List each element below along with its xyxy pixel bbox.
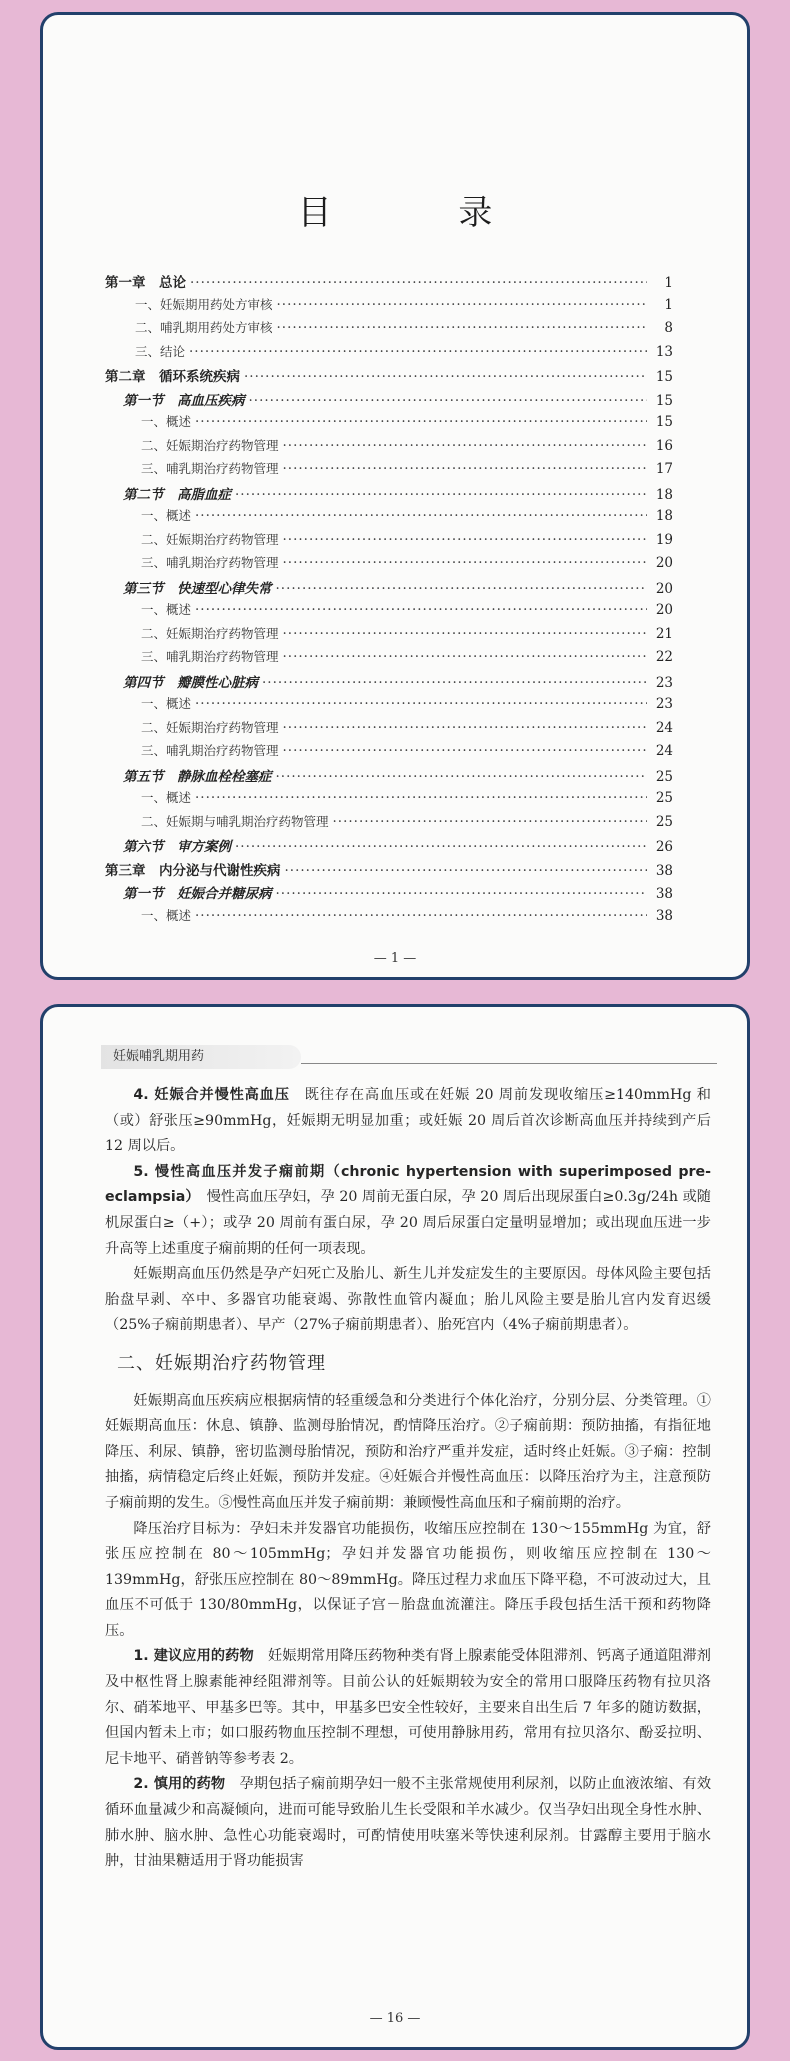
toc-leader-dots xyxy=(277,297,647,313)
toc-entry xyxy=(105,718,673,742)
toc-leader-dots xyxy=(195,696,647,712)
toc-entry xyxy=(105,459,673,483)
toc-entry-label: 第一节 高血压疾病 xyxy=(123,392,245,409)
toc-leader-dots xyxy=(283,626,647,642)
toc-entry xyxy=(105,577,673,601)
toc-leader-dots xyxy=(276,581,648,597)
toc-leader-dots xyxy=(262,675,647,691)
content-page xyxy=(40,1004,750,2050)
paragraph-text: 慢性高血压孕妇，孕 20 周前无蛋白尿，孕 20 周后出现尿蛋白≥0.3g/24h 或随机尿蛋白≥（+）；或孕 20 周前有蛋白尿，孕 20 周后尿蛋白定量明显增加；或出现血压进一步升高等上述重度子痫前期的任何一项表现。 xyxy=(105,1189,711,1257)
toc-leader-dots xyxy=(195,602,647,618)
toc-entry xyxy=(105,389,673,413)
toc-entry-page: 15 xyxy=(655,414,673,430)
toc-leader-dots xyxy=(244,369,647,385)
running-header: 妊娠哺乳期用药 xyxy=(101,1045,301,1069)
toc-entry-label: 二、妊娠期治疗药物管理 xyxy=(141,437,279,453)
toc-leader-dots xyxy=(333,814,647,830)
toc-entry-page: 24 xyxy=(655,719,673,736)
toc-entry xyxy=(105,530,673,554)
toc-entry-page: 18 xyxy=(655,508,673,524)
paragraph-title: 1. 建议应用的药物 xyxy=(133,1648,254,1665)
paragraph-title: 5. 慢性高血压并发子痫前期（chronic hypertension with superimposed pre-eclampsia） xyxy=(105,1163,711,1206)
toc-entry xyxy=(105,812,673,836)
toc-leader-dots xyxy=(189,344,647,360)
toc-page xyxy=(40,12,750,980)
toc-entry xyxy=(105,694,673,718)
paragraph xyxy=(105,1160,711,1262)
paragraph-title: 2. 慎用的药物 xyxy=(133,1776,226,1793)
toc-leader-dots xyxy=(283,461,647,477)
toc-entry-label: 二、妊娠期与哺乳期治疗药物管理 xyxy=(141,813,329,829)
toc-leader-dots xyxy=(276,769,648,785)
toc-entry-label: 三、哺乳期治疗药物管理 xyxy=(141,461,279,476)
toc-entry xyxy=(105,741,673,765)
toc-entry xyxy=(105,906,673,930)
paragraph: 妊娠期高血压仍然是孕产妇死亡及胎儿、新生儿并发症发生的主要原因。母体风险主要包括胎盘早剥、卒中、多器官功能衰竭、弥散性血管内凝血；胎儿风险主要是胎儿宫内发育迟缓（25%子痫前期患者）、早产（27%子痫前期患者）、胎死宫内（4%子痫前期患者）。 xyxy=(105,1266,711,1334)
toc-entry-label: 第三章 内分泌与代谢性疾病 xyxy=(105,862,281,879)
toc-entry xyxy=(105,882,673,906)
toc-entry-label: 二、妊娠期治疗药物管理 xyxy=(141,719,279,735)
toc-entry xyxy=(105,835,673,859)
toc-entry-label: 三、哺乳期治疗药物管理 xyxy=(141,743,279,758)
header-rule xyxy=(301,1063,717,1064)
toc-leader-dots xyxy=(190,275,647,291)
toc-leader-dots xyxy=(283,555,647,571)
toc-entry-page: 25 xyxy=(655,790,673,806)
toc-leader-dots xyxy=(283,720,647,736)
toc-entry-label: 第一节 妊娠合并糖尿病 xyxy=(123,886,272,902)
body-text xyxy=(105,1083,711,1875)
toc-entry-label: 第四节 瓣膜性心脏病 xyxy=(123,674,258,691)
toc-leader-dots xyxy=(283,743,647,759)
toc-entry-page: 38 xyxy=(655,862,673,879)
paragraph-text: 孕期包括子痫前期孕妇一般不主张常规使用利尿剂，以防止血液浓缩、有效循环血量减少和高凝倾向，进而可能导致胎儿生长受限和羊水减少。仅当孕妇出现全身性水肿、肺水肿、脑水肿、急性心功能衰竭时，可酌情使用呋塞米等快速利尿剂。甘露醇主要用于脑水肿，甘油果糖适用于肾功能损害 xyxy=(105,1776,712,1870)
toc-entry xyxy=(105,788,673,812)
toc-entry-page: 23 xyxy=(655,696,673,712)
section-heading: 二、妊娠期治疗药物管理 xyxy=(117,1352,326,1374)
toc-entry-page: 25 xyxy=(655,813,673,830)
toc-leader-dots xyxy=(249,393,648,409)
toc-entry-page: 13 xyxy=(655,343,673,360)
toc-entry-label: 第一章 总论 xyxy=(105,275,186,291)
toc-entry-page: 1 xyxy=(664,296,673,313)
toc-entry-page: 15 xyxy=(655,392,673,409)
paragraph xyxy=(105,1644,711,1772)
toc-entry xyxy=(105,506,673,530)
toc-entry xyxy=(105,765,673,789)
toc-entry xyxy=(105,412,673,436)
paragraph: 降压治疗目标为：孕妇未并发器官功能损伤，收缩压应控制在 130～155mmHg 为宜，舒张压应控制在 80～105mmHg；孕妇并发器官功能损伤，则收缩压应控制在 130～139mmHg，舒张压应控制在 80～89mmHg。降压过程力求血压下降平稳，不可波动过大，且血压不可低于 130/80mmHg，以保证子宫－胎盘血流灌注。降压手段包括生活干预和药物降压。 xyxy=(105,1520,711,1639)
toc-entry-page: 25 xyxy=(655,768,673,785)
toc-entry-label: 三、哺乳期治疗药物管理 xyxy=(141,649,279,664)
toc-entry-label: 一、妊娠期用药处方审核 xyxy=(135,296,273,312)
toc-entry-label: 二、哺乳期用药处方审核 xyxy=(135,320,273,335)
toc-entry xyxy=(105,271,673,295)
toc-entry-label: 一、概述 xyxy=(141,696,192,711)
toc-leader-dots xyxy=(285,863,648,879)
paragraph xyxy=(105,1772,711,1874)
toc-entry-page: 38 xyxy=(655,886,673,902)
page-number: — 1 — xyxy=(373,951,417,966)
toc-title: 目 录 xyxy=(297,193,551,233)
toc-entry xyxy=(105,647,673,671)
toc-leader-dots xyxy=(283,649,647,665)
toc-entry-label: 一、概述 xyxy=(141,790,192,805)
toc-entry xyxy=(105,365,673,389)
toc-entry-label: 一、概述 xyxy=(141,414,192,429)
paragraph-text: 妊娠期常用降压药物种类有肾上腺素能受体阻滞剂、钙离子通道阻滞剂及中枢性肾上腺素能神经阻滞剂等。目前公认的妊娠期较为安全的常用口服降压药物有拉贝洛尔、硝苯地平、甲基多巴等。其中，甲基多巴安全性较好，主要来自出生后 7 年多的随访数据，但国内暂未上市；如口服药物血压控制不理想，可使用静脉用药，常用有拉贝洛尔、酚妥拉明、尼卡地平、硝普钠等参考表 2。 xyxy=(105,1648,711,1767)
toc-leader-dots xyxy=(195,908,647,924)
toc-leader-dots xyxy=(195,508,647,524)
toc-entry-label: 一、概述 xyxy=(141,602,192,617)
toc-entry-page: 20 xyxy=(655,602,673,618)
toc-entry xyxy=(105,671,673,695)
toc-entry-page: 23 xyxy=(655,674,673,691)
toc-leader-dots xyxy=(195,790,647,806)
toc-entry-page: 20 xyxy=(655,555,673,571)
toc-entry-page: 8 xyxy=(664,320,673,336)
paragraph-text: 既往存在高血压或在妊娠 20 周前发现收缩压≥140mmHg 和（或）舒张压≥90mmHg，妊娠期无明显加重；或妊娠 20 周后首次诊断高血压并持续到产后 12 周以后。 xyxy=(105,1087,711,1155)
toc-entry-page: 18 xyxy=(655,486,673,503)
toc-entry-label: 第五节 静脉血栓栓塞症 xyxy=(123,768,272,785)
toc-entry xyxy=(105,600,673,624)
toc-entry-page: 24 xyxy=(655,743,673,759)
toc-entry-page: 22 xyxy=(655,649,673,665)
toc-entry-label: 一、概述 xyxy=(141,508,192,523)
page-number: — 16 — xyxy=(369,2011,421,2026)
toc-entry-page: 16 xyxy=(655,437,673,454)
paragraph: 妊娠期高血压疾病应根据病情的轻重缓急和分类进行个体化治疗，分别分层、分类管理。①妊娠期高血压：休息、镇静、监测母胎情况，酌情降压治疗。②子痫前期：预防抽搐，有指征地降压、利尿、镇静，密切监测母胎情况，预防和治疗严重并发症，适时终止妊娠。③子痫：控制抽搐，病情稳定后终止妊娠，预防并发症。④妊娠合并慢性高血压：以降压治疗为主，注意预防子痫前期的发生。⑤慢性高血压并发子痫前期：兼顾慢性高血压和子痫前期的治疗。 xyxy=(105,1392,711,1511)
toc-entry-page: 21 xyxy=(655,625,673,642)
toc-entry-label: 三、哺乳期治疗药物管理 xyxy=(141,555,279,570)
toc-entry xyxy=(105,436,673,460)
toc-leader-dots xyxy=(283,532,647,548)
toc-entry-page: 17 xyxy=(655,461,673,477)
toc-entry-page: 38 xyxy=(655,907,673,924)
toc-entry-page: 26 xyxy=(655,839,673,855)
toc-entry xyxy=(105,624,673,648)
toc-entry-page: 15 xyxy=(655,369,673,385)
toc-entry-label: 一、概述 xyxy=(141,907,192,923)
toc-list xyxy=(105,271,673,929)
toc-leader-dots xyxy=(283,438,647,454)
toc-entry-label: 第二节 高脂血症 xyxy=(123,486,231,503)
paragraph-title: 4. 妊娠合并慢性高血压 xyxy=(133,1087,290,1103)
toc-entry-label: 二、妊娠期治疗药物管理 xyxy=(141,625,279,641)
toc-leader-dots xyxy=(235,839,647,855)
toc-entry-page: 20 xyxy=(655,580,673,597)
toc-entry xyxy=(105,859,673,883)
toc-entry-label: 第三节 快速型心律失常 xyxy=(123,580,272,597)
toc-entry xyxy=(105,483,673,507)
toc-leader-dots xyxy=(276,886,648,902)
toc-entry xyxy=(105,342,673,366)
toc-entry-label: 二、妊娠期治疗药物管理 xyxy=(141,531,279,547)
toc-entry-label: 第二章 循环系统疾病 xyxy=(105,369,240,385)
paragraph xyxy=(105,1083,711,1160)
toc-entry xyxy=(105,295,673,319)
toc-entry-page: 1 xyxy=(664,275,673,291)
toc-entry-label: 三、结论 xyxy=(135,343,186,359)
toc-leader-dots xyxy=(277,320,647,336)
toc-entry xyxy=(105,318,673,342)
toc-entry-page: 19 xyxy=(655,531,673,548)
toc-entry xyxy=(105,553,673,577)
toc-entry-label: 第六节 审方案例 xyxy=(123,839,231,855)
toc-leader-dots xyxy=(195,414,647,430)
toc-leader-dots xyxy=(235,487,647,503)
